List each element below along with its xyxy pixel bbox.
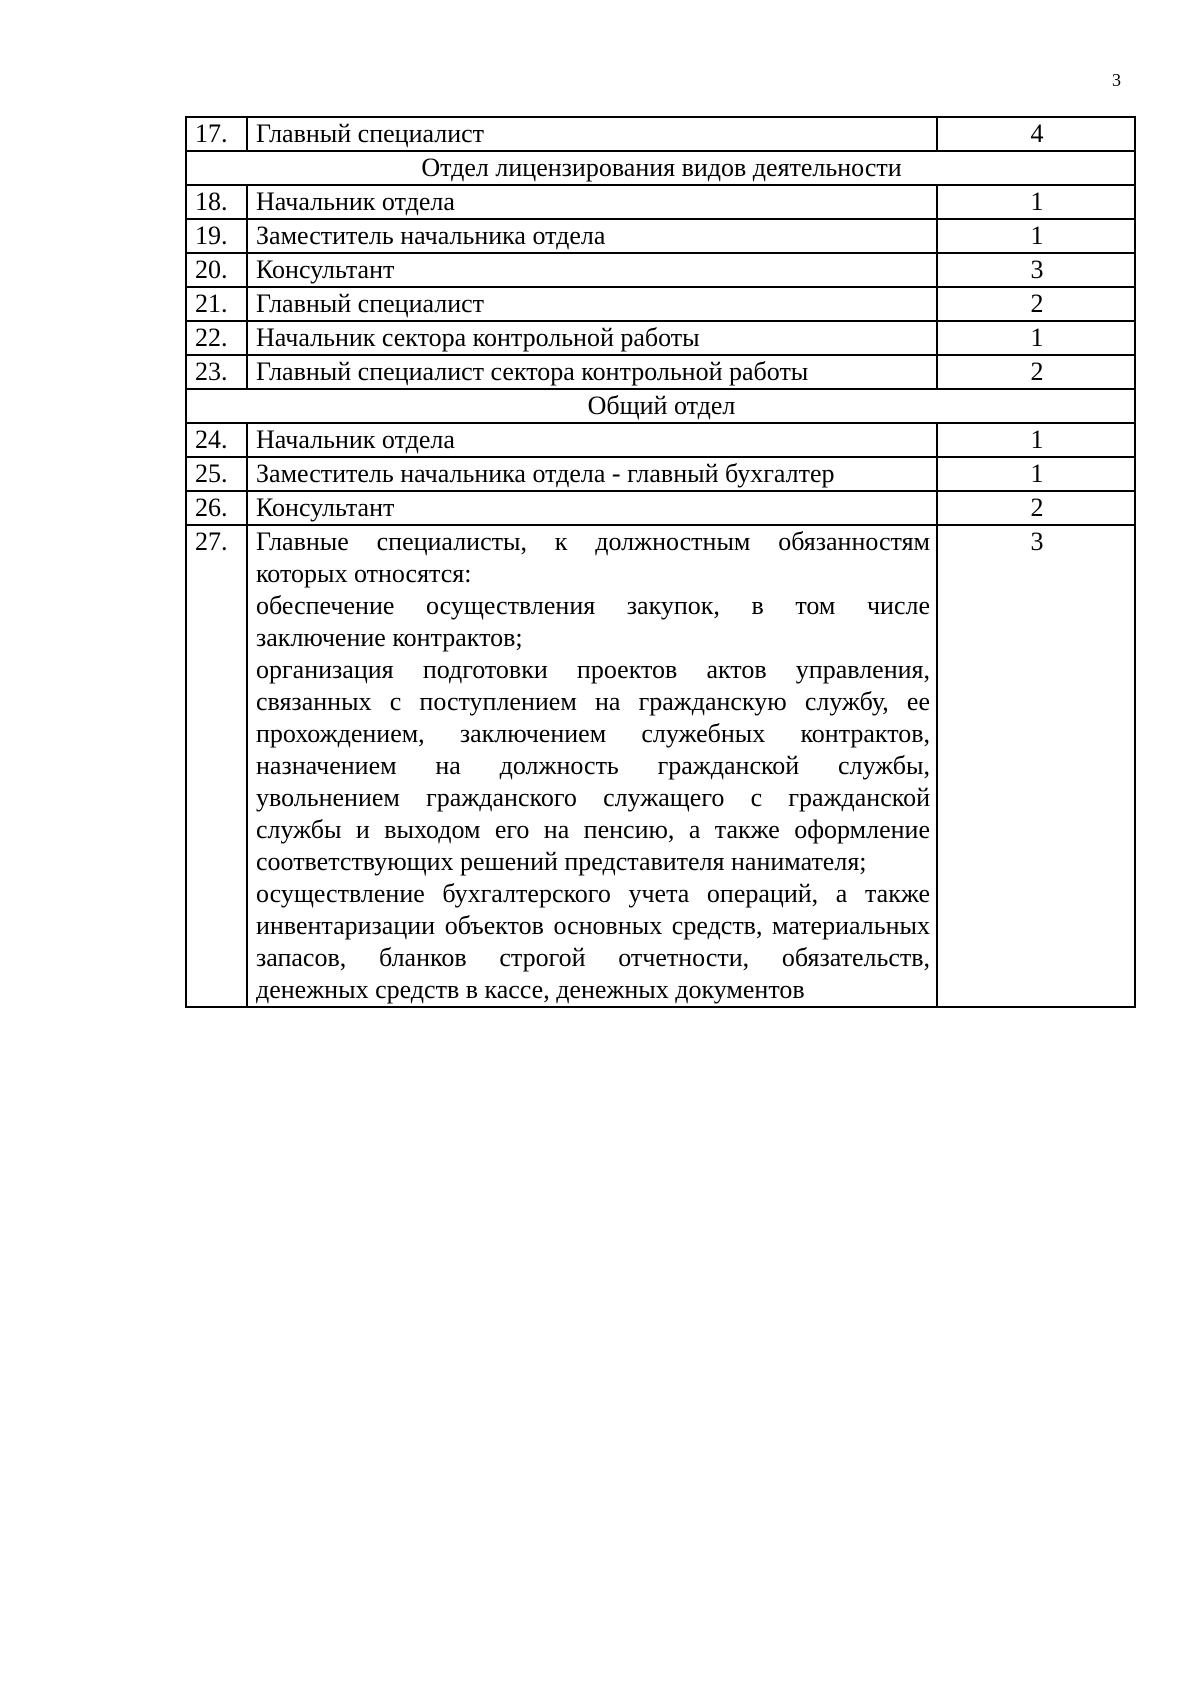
page-number: 3 [1112, 70, 1121, 90]
position-count: 4 [937, 117, 1135, 151]
row-number: 24. [186, 423, 247, 457]
table-row [186, 355, 1135, 389]
table-row [186, 287, 1135, 321]
table-row [186, 525, 1135, 1007]
row-number: 20. [186, 253, 247, 287]
row-number: 17. [186, 117, 247, 151]
section-row [186, 151, 1135, 185]
position-name: Главный специалист [247, 287, 937, 321]
position-intro: Главные специалисты, к должностным обязанностям которых относятся: [256, 527, 930, 588]
position-count: 1 [937, 185, 1135, 219]
section-title: Отдел лицензирования видов деятельности [186, 151, 1135, 185]
section-row [186, 389, 1135, 423]
row-number: 27. [186, 525, 247, 1007]
position-name: Начальник сектора контрольной работы [247, 321, 937, 355]
row-number: 23. [186, 355, 247, 389]
position-name: Заместитель начальника отдела [247, 219, 937, 253]
table-row [186, 117, 1135, 151]
position-name: Консультант [247, 253, 937, 287]
position-count: 1 [937, 457, 1135, 491]
row-number: 22. [186, 321, 247, 355]
row-number: 21. [186, 287, 247, 321]
position-description [247, 525, 937, 1007]
position-count: 1 [937, 321, 1135, 355]
position-name: Консультант [247, 491, 937, 525]
position-count: 3 [937, 253, 1135, 287]
row-number: 26. [186, 491, 247, 525]
duty-item: обеспечение осуществления закупок, в том числе заключение контрактов; [256, 591, 930, 652]
row-number: 18. [186, 185, 247, 219]
table-row [186, 253, 1135, 287]
position-count: 1 [937, 423, 1135, 457]
position-name: Начальник отдела [247, 185, 937, 219]
position-name: Заместитель начальника отдела - главный бухгалтер [247, 457, 937, 491]
duty-item: организация подготовки проектов актов управления, связанных с поступлением на гражданскую службу, ее прохождением, заключением служебных контрактов, назначением на должность гражданской службы, увольнением гражданского служащего с гражданской службы и выходом его на пенсию, а также оформление соответствующих решений представителя нанимателя; [256, 655, 930, 876]
position-count: 2 [937, 355, 1135, 389]
table-row [186, 185, 1135, 219]
position-name: Главный специалист [247, 117, 937, 151]
position-count: 3 [937, 525, 1135, 1007]
section-title: Общий отдел [186, 389, 1135, 423]
position-count: 1 [937, 219, 1135, 253]
table-row [186, 321, 1135, 355]
row-number: 25. [186, 457, 247, 491]
duty-item: осуществление бухгалтерского учета операций, а также инвентаризации объектов основных средств, материальных запасов, бланков строгой отчетности, обязательств, денежных средств в кассе, денежных документов [256, 879, 930, 1004]
table-row [186, 423, 1135, 457]
row-number: 19. [186, 219, 247, 253]
table-row [186, 457, 1135, 491]
position-count: 2 [937, 287, 1135, 321]
staff-table [185, 116, 1136, 1008]
table-row [186, 219, 1135, 253]
position-count: 2 [937, 491, 1135, 525]
position-name: Начальник отдела [247, 423, 937, 457]
table-row [186, 491, 1135, 525]
position-name: Главный специалист сектора контрольной работы [247, 355, 937, 389]
